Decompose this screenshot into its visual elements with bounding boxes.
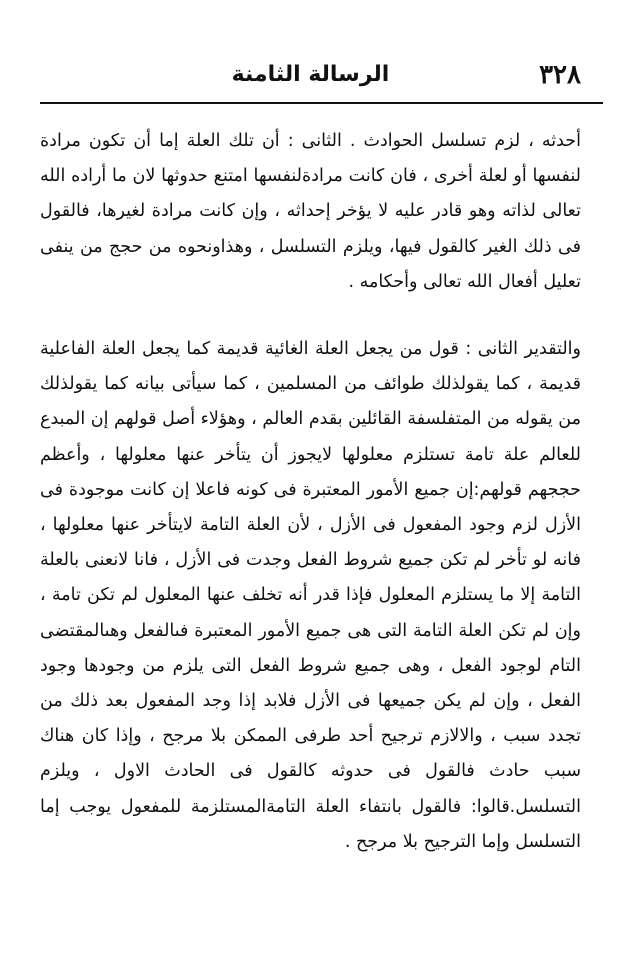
body-text <box>40 124 581 860</box>
paragraph-1: أحدثه ، لزم تسلسل الحوادث . الثانى : أن تلك العلة إما أن تكون مرادة لنفسها أو لعلة أخرى ، فان كانت مرادةلنفسها امتنع حدوثها لان ما أراده الله تعالى لذاته وهو قادر عليه لا يؤخر إحداثه ، وإن كانت مرادة لغيرها، فالقول فى ذلك الغير كالقول فيها، ويلزم التسلسل ، وهذاونحوه من حجج من ينفى تعليل أفعال الله تعالى وأحكامه . <box>40 131 581 292</box>
paragraph-2: والتقدير الثانى : قول من يجعل العلة الغائية قديمة كما يجعل العلة الفاعلية قديمة ، كما يقولذلك طوائف من المسلمين ، كما سيأتى بيانه كما يقولذلك من يقوله من المتفلسفة القائلين بقدم العالم ، وهؤلاء أصل قولهم إن المبدع للعالم علة تامة تستلزم معلولها لايجوز أن يتأخر عنها معلولها ، وأعظم حججهم قولهم:إن جميع الأمور المعتبرة فى كونه فاعلا إن كانت موجودة فى الأزل لزم وجود المفعول فى الأزل ، لأن العلة التامة لايتأخر عنها معلولها ، فانه لو تأخر لم تكن جميع شروط الفعل وجدت فى الأزل ، فانا لانعنى بالعلة التامة إلا ما يستلزم المعلول فإذا قدر أنه تخلف عنها المعلول لم تكن تامة ، وإن لم تكن العلة التامة التى هى جميع الأمور المعتبرة فىالفعل وهىالمقتضى التام لوجود الفعل ، وهى جميع شروط الفعل التى يلزم من وجودها وجود الفعل ، وإن لم يكن جميعها فى الأزل فلابد إذا وجد المفعول بعد ذلك من تجدد سبب ، والالازم ترجيح أحد طرفى الممكن بلا مرجح ، وإذا كان هناك سبب حادث فالقول فى حدوثه كالقول فى الحادث الاول ، ويلزم التسلسل.قالوا: فالقول بانتفاء العلة التامةالمستلزمة للمفعول يوجب إما التسلسل وإما الترجيح بلا مرجح . <box>40 339 581 852</box>
running-title: الرسالة الثامنة <box>231 62 390 87</box>
header-rule <box>40 102 603 104</box>
page-header <box>40 58 581 98</box>
page-number: ٣٢٨ <box>539 60 581 90</box>
